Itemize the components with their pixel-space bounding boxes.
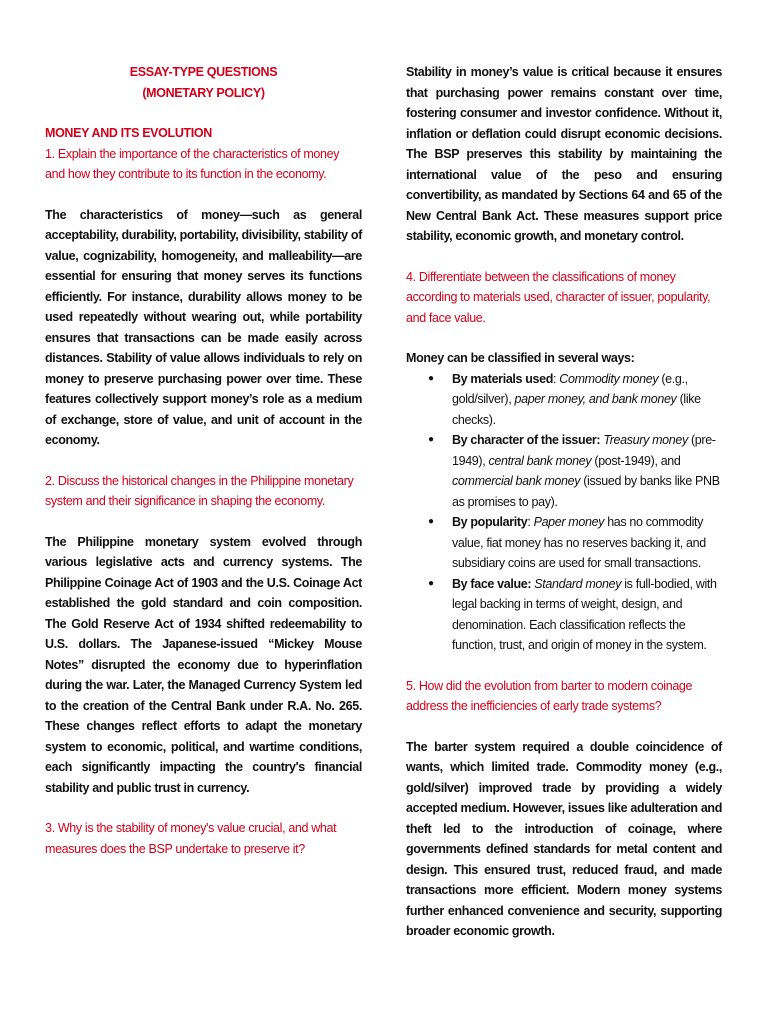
question-5: 5. How did the evolution from barter to modern coinage address the inefficiencies of early trade systems?	[406, 678, 693, 713]
item-term: Paper money	[533, 515, 605, 529]
item-label: By materials used	[452, 371, 554, 386]
item-text: (issued by banks like PNB as promises to pay).	[452, 474, 720, 509]
list-item	[406, 574, 722, 656]
title-line-1: ESSAY-TYPE QUESTIONS	[129, 65, 278, 79]
item-text: (e.g., gold/silver),	[452, 371, 688, 406]
section-heading: MONEY AND ITS EVOLUTION	[45, 126, 212, 140]
item-label: By character of the issuer:	[452, 433, 601, 447]
classification-list	[406, 369, 722, 656]
item-term: paper money, and bank money	[514, 392, 677, 406]
title-line-2: (MONETARY POLICY)	[142, 85, 265, 100]
item-term: Commodity money	[559, 371, 659, 386]
question-4: 4. Differentiate between the classifications of money according to materials used, character of issuer, popularity, and face value.	[406, 269, 711, 325]
left-column	[45, 62, 362, 859]
bullet-icon: ●	[428, 577, 434, 589]
item-term: Treasury money	[603, 433, 688, 447]
bullet-icon: ●	[428, 372, 434, 384]
answer-2: The Philippine monetary system evolved through various legislative acts and currency systems. The Philippine Coinage Act of 1903 and the U.S. Coinage Act established the gold standard and coin composition. The Gold Reserve Act of 1934 shifted redeemability to U.S. dollars. The Japanese-issued “Mickey Mouse Notes” disrupted the economy due to hyperinflation during the war. Later, the Managed Currency System led to the creation of the Central Bank under R.A. No. 265. These changes reflect efforts to adapt the monetary system to economic, political, and wartime conditions, each significantly impacting the country's financial stability and public trust in currency.	[45, 534, 362, 795]
answer-3: Stability in money’s value is critical because it ensures that purchasing power remains constant over time, fostering consumer and investor confidence. Without it, inflation or deflation could disrupt economic decisions. The BSP preserves this stability by maintaining the international value of the peso and ensuring convertibility, as mandated by Sections 64 and 65 of the New Central Bank Act. These measures support price stability, economic growth, and monetary control.	[406, 65, 722, 243]
bullet-icon: ●	[428, 516, 434, 527]
item-text: is full-bodied, with legal backing in terms of weight, design, and denomination. Each classification reflects the function, trust, and origin of money in the system.	[452, 576, 717, 652]
right-column	[406, 62, 722, 942]
item-term: Standard money	[534, 576, 622, 591]
list-item	[406, 430, 722, 512]
list-item	[406, 369, 722, 431]
item-text: has no commodity value, fiat money has no reserves backing it, and subsidiary coins are used for small transactions.	[452, 515, 706, 570]
answer-5: The barter system required a double coincidence of wants, which limited trade. Commodity money (e.g., gold/silver) improved trade by providing a widely accepted medium. However, issues like adulteration and theft led to the introduction of coinage, where governments defined standards for metal content and design. This ensured trust, reduced fraud, and made transactions more efficient. Modern money systems further enhanced convenience and security, supporting broader economic growth.	[406, 739, 722, 938]
question-3: 3. Why is the stability of money's value crucial, and what measures does the BSP undertake to preserve it?	[45, 821, 337, 856]
bullet-icon: ●	[428, 434, 434, 445]
item-label: By popularity	[452, 515, 528, 529]
item-separator: :	[553, 371, 560, 386]
item-separator: :	[527, 515, 534, 529]
item-text: (pre-1949),	[452, 433, 716, 468]
page-title	[45, 62, 362, 103]
item-term: commercial bank money	[452, 474, 581, 488]
list-item	[406, 512, 722, 574]
item-term: central bank money	[488, 453, 592, 468]
question-1: 1. Explain the importance of the characteristics of money and how they contribute to its function in the economy.	[45, 146, 340, 181]
question-2: 2. Discuss the historical changes in the Philippine monetary system and their significance in shaping the economy.	[45, 473, 354, 508]
item-text: (like checks).	[452, 392, 701, 427]
item-text: (post-1949), and	[591, 453, 681, 468]
item-label: By face value:	[452, 576, 532, 591]
classification-intro: Money can be classified in several ways:	[406, 351, 635, 365]
answer-1: The characteristics of money—such as general acceptability, durability, portability, divisibility, stability of value, cognizability, homogeneity, and malleability—are essential for ensuring that money serves its functions efficiently. For instance, durability allows money to be used repeatedly without wearing out, while portability ensures that transactions can be made easily across distances. Stability of value allows individuals to rely on money to preserve purchasing power over time. These features collectively support money’s role as a medium of exchange, store of value, and unit of account in the economy.	[45, 207, 363, 447]
